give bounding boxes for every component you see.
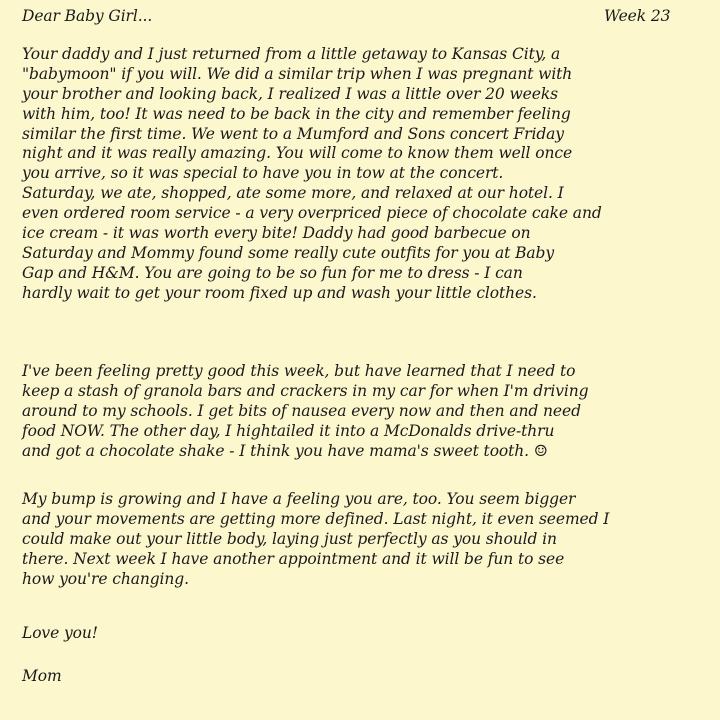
- paragraph-bump: [22, 490, 712, 589]
- signature: Mom: [22, 667, 62, 685]
- text-line: ice cream - it was worth every bite! Daddy had good barbecue on: [22, 224, 531, 243]
- text-line: could make out your little body, laying just perfectly as you should in: [22, 529, 557, 548]
- text-line: I've been feeling pretty good this week, but have learned that I need to: [22, 362, 576, 380]
- text-line: food NOW. The other day, I hightailed it into a McDonalds drive-thru: [22, 421, 555, 440]
- paragraph-getaway: [22, 45, 712, 304]
- text-line: there. Next week I have another appointment and it will be fun to see: [22, 549, 565, 568]
- closing-line: Love you!: [22, 624, 98, 642]
- text-line: "babymoon" if you will. We did a similar trip when I was pregnant with: [22, 64, 573, 83]
- text-line: My bump is growing and I have a feeling you are, too. You seem bigger: [22, 490, 576, 508]
- paragraph-feeling: [22, 362, 712, 461]
- text-line: Gap and H&M. You are going to be so fun for me to dress - I can: [22, 263, 523, 282]
- text-line: hardly wait to get your room fixed up and wash your little clothes.: [22, 283, 537, 302]
- text-line: with him, too! It was need to be back in the city and remember feeling: [22, 104, 571, 123]
- salutation: Dear Baby Girl...: [22, 7, 153, 25]
- text-line: Saturday and Mommy found some really cute outfits for you at Baby: [22, 243, 555, 262]
- text-line: how you're changing.: [22, 569, 189, 588]
- text-line: and got a chocolate shake - I think you have mama's sweet tooth. ☺: [22, 441, 548, 460]
- text-line: your brother and looking back, I realized I was a little over 20 weeks: [22, 84, 558, 103]
- text-line: you arrive, so it was special to have you in tow at the concert.: [22, 164, 504, 183]
- text-line: Saturday, we ate, shopped, ate some more, and relaxed at our hotel. I: [22, 184, 564, 203]
- text-line: similar the first time. We went to a Mumford and Sons concert Friday: [22, 124, 564, 143]
- text-line: Your daddy and I just returned from a little getaway to Kansas City, a: [22, 45, 561, 63]
- text-line: keep a stash of granola bars and crackers in my car for when I'm driving: [22, 381, 589, 400]
- text-line: even ordered room service - a very overpriced piece of chocolate cake and: [22, 204, 602, 223]
- text-line: around to my schools. I get bits of nausea every now and then and need: [22, 401, 581, 420]
- text-line: and your movements are getting more defined. Last night, it even seemed I: [22, 509, 610, 528]
- text-line: night and it was really amazing. You will come to know them well once: [22, 144, 573, 163]
- week-label: Week 23: [604, 7, 671, 25]
